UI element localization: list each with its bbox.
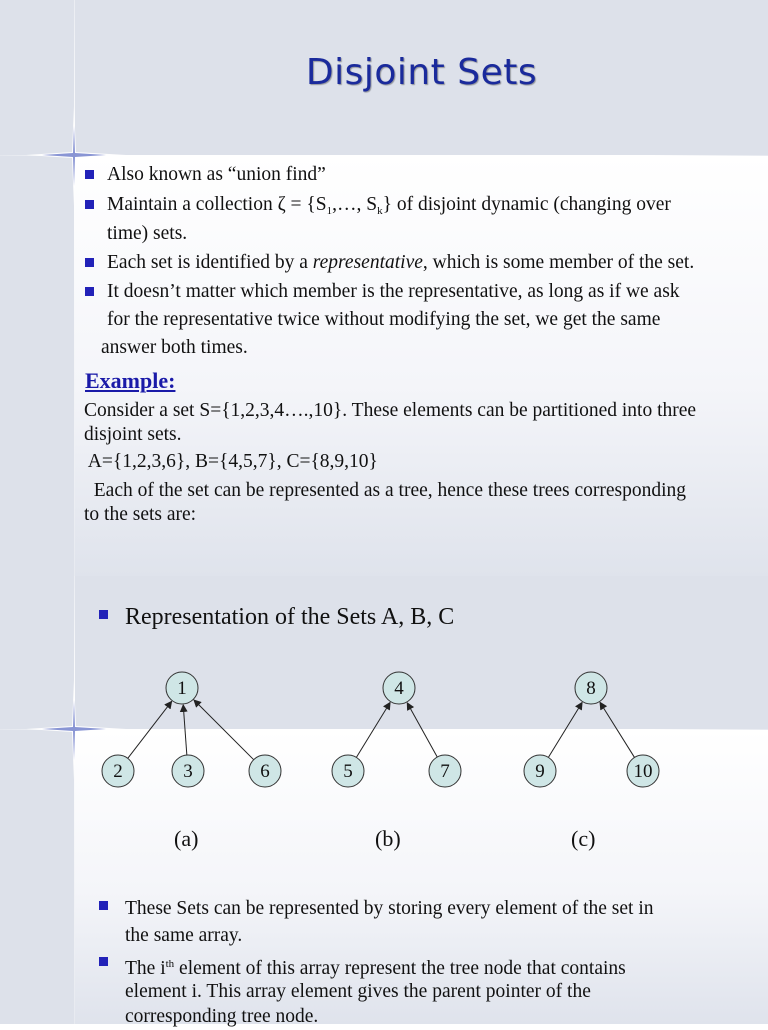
svg-text:10: 10 — [633, 761, 653, 782]
bullet-text-continuation: element i. This array element gives the parent pointer of the — [125, 981, 591, 1002]
bullet-text: Also known as “union find” — [107, 164, 326, 185]
tree-node-9 — [524, 755, 556, 787]
decorative-vertical-line — [74, 576, 75, 1024]
example-line: Each of the set can be represented as a tree, hence these trees corresponding — [84, 480, 687, 501]
bullet-text-continuation: the same array. — [125, 925, 243, 946]
bullet-text-continuation: corresponding tree node. — [125, 1006, 319, 1027]
bullet-text: It doesn’t matter which member is the representative, as long as if we ask — [107, 281, 680, 302]
parent-pointer-edge — [548, 702, 582, 757]
parent-pointer-edge — [356, 702, 390, 757]
bullet-marker — [99, 610, 108, 619]
svg-text:2: 2 — [113, 761, 123, 782]
bullet-marker — [85, 258, 94, 267]
caption-tree-b: (b) — [375, 826, 401, 851]
parent-pointer-edge — [407, 703, 437, 757]
tree-node-2 — [102, 755, 134, 787]
bullet-text-continuation: time) sets. — [107, 223, 188, 244]
bullet-marker — [85, 170, 94, 179]
tree-nodes — [102, 672, 659, 787]
slide-title: Disjoint Sets — [305, 52, 538, 93]
bullet-marker — [85, 287, 94, 296]
svg-text:9: 9 — [535, 761, 545, 782]
example-line: Consider a set S={1,2,3,4….,10}. These elements can be partitioned into three — [84, 400, 697, 421]
tree-node-3 — [172, 755, 204, 787]
bullet-marker — [99, 957, 108, 966]
bullet-text-representative: Each set is identified by a representative, which is some member of the set. — [107, 252, 695, 273]
svg-text:3: 3 — [183, 761, 193, 782]
parent-pointer-edge — [183, 705, 187, 755]
tree-edges — [128, 700, 635, 760]
tree-node-6 — [249, 755, 281, 787]
tree-root-node-8 — [575, 672, 607, 704]
bullet-marker — [99, 901, 108, 910]
example-line: to the sets are: — [84, 504, 197, 525]
example-heading: Example: — [85, 368, 176, 393]
svg-text:7: 7 — [440, 761, 450, 782]
svg-text:8: 8 — [586, 678, 596, 699]
caption-tree-c: (c) — [571, 826, 596, 851]
svg-text:4: 4 — [394, 678, 404, 699]
bullet-marker — [85, 200, 94, 209]
parent-pointer-edge — [194, 700, 254, 760]
bullet-text-continuation: answer both times. — [101, 337, 248, 358]
trees-diagram — [0, 660, 768, 790]
parent-pointer-edge — [600, 702, 634, 757]
bullet-text-collection: Maintain a collection $\zeta = \{S_1,\dots$, $S_k$} of disjoint dynamic (changing over — [107, 194, 671, 217]
section-heading: Representation of the Sets A, B, C — [125, 604, 455, 630]
bullet-text-array: The $i^{th}$ element of this array represent the tree node that contains — [125, 958, 626, 979]
tree-node-10 — [627, 755, 659, 787]
parent-pointer-edge — [128, 701, 172, 758]
bullet-text: These Sets can be represented by storing every element of the set in — [125, 898, 654, 919]
tree-node-5 — [332, 755, 364, 787]
bullet-text-continuation: for the representative twice without modifying the set, we get the same — [107, 309, 661, 330]
tree-node-7 — [429, 755, 461, 787]
svg-text:5: 5 — [343, 761, 353, 782]
caption-tree-a: (a) — [174, 826, 199, 851]
tree-root-node-4 — [383, 672, 415, 704]
svg-text:6: 6 — [260, 761, 270, 782]
example-line: disjoint sets. — [84, 424, 182, 445]
tree-root-node-1 — [166, 672, 198, 704]
svg-text:1: 1 — [177, 678, 187, 699]
example-sets-line: A={1,2,3,6}, B={4,5,7}, C={8,9,10} — [84, 451, 378, 472]
